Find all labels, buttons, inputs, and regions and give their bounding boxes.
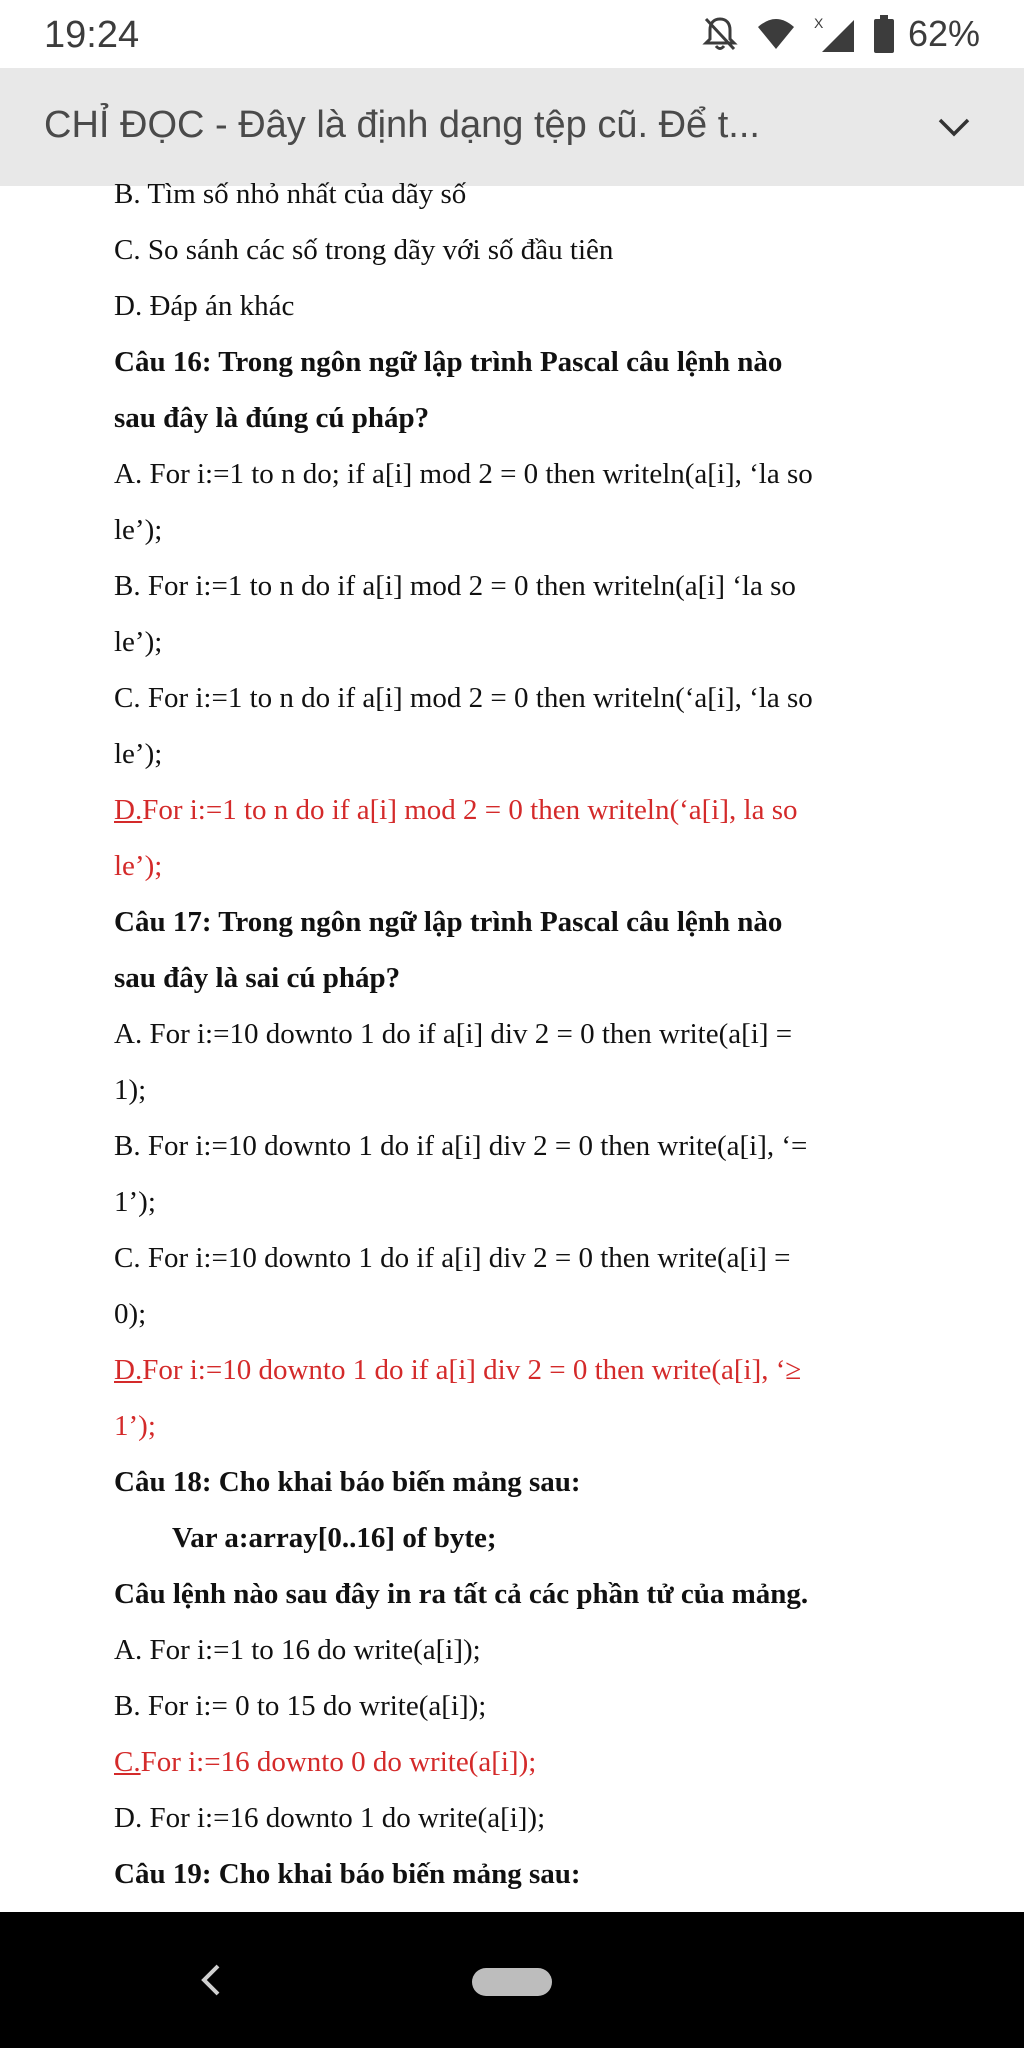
correct-answer-line: le’); [114,850,163,882]
question-heading: Câu 18: Cho khai báo biến mảng sau: [114,1466,581,1498]
question-heading: Câu lệnh nào sau đây in ra tất cả các phần tử của mảng. [114,1578,809,1610]
doc-line: le’); [114,626,163,658]
svg-text:X: X [813,15,824,31]
question-heading: sau đây là sai cú pháp? [114,962,401,994]
doc-line: B. For i:=1 to n do if a[i] mod 2 = 0 then writeln(a[i] ‘la so [114,570,796,602]
status-icons [702,14,980,54]
document-view[interactable] [0,178,1024,1912]
correct-answer-line: D.For i:=1 to n do if a[i] mod 2 = 0 then writeln(‘a[i], la so [114,794,798,826]
question-heading: Câu 19: Cho khai báo biến mảng sau: [114,1858,581,1890]
navigation-bar [0,1912,1024,2048]
doc-line: 1’); [114,1186,156,1218]
doc-line: C. For i:=10 downto 1 do if a[i] div 2 = 0 then write(a[i] = [114,1242,791,1274]
doc-line: B. For i:= 0 to 15 do write(a[i]); [114,1690,487,1722]
doc-line: D. For i:=16 downto 1 do write(a[i]); [114,1802,546,1834]
read-only-banner[interactable] [0,68,1024,186]
back-icon[interactable] [196,1960,226,2000]
doc-line: D. Đáp án khác [114,290,295,322]
doc-line: A. For i:=10 downto 1 do if a[i] div 2 = 0 then write(a[i] = [114,1018,793,1050]
wifi-icon [756,17,796,51]
doc-line: le’); [114,738,163,770]
notifications-off-icon [702,15,738,53]
correct-answer-line: 1’); [114,1410,156,1442]
chevron-down-icon[interactable] [934,110,974,146]
banner-text: CHỈ ĐỌC - Đây là định dạng tệp cũ. Để t... [44,104,760,146]
doc-line: C. For i:=1 to n do if a[i] mod 2 = 0 then writeln(‘a[i], ‘la so [114,682,813,714]
question-heading: sau đây là đúng cú pháp? [114,402,430,434]
doc-line: B. For i:=10 downto 1 do if a[i] div 2 = 0 then write(a[i], ‘= [114,1130,808,1162]
question-heading: Câu 16: Trong ngôn ngữ lập trình Pascal câu lệnh nào [114,346,783,378]
cell-signal-icon [814,14,856,54]
doc-line: C. So sánh các số trong dãy với số đầu tiên [114,234,614,266]
doc-line: 1); [114,1074,147,1106]
doc-line: 0); [114,1298,147,1330]
battery-icon [874,15,894,53]
battery-percent: 62% [907,13,980,54]
doc-line: A. For i:=1 to n do; if a[i] mod 2 = 0 then writeln(a[i], ‘la so [114,458,813,490]
status-time: 19:24 [44,14,140,56]
code-declaration: Var a:array[0..16] of byte; [172,1522,497,1554]
question-heading: Câu 17: Trong ngôn ngữ lập trình Pascal câu lệnh nào [114,906,783,938]
doc-line: A. For i:=1 to 16 do write(a[i]); [114,1634,481,1666]
status-bar [0,0,1024,68]
correct-answer-line: D.For i:=10 downto 1 do if a[i] div 2 = 0 then write(a[i], ‘≥ [114,1354,802,1386]
correct-answer-line: C.For i:=16 downto 0 do write(a[i]); [114,1746,537,1778]
doc-line: le’); [114,514,163,546]
home-pill-icon[interactable] [472,1968,552,1996]
doc-line: B. Tìm số nhỏ nhất của dãy số [114,178,467,210]
